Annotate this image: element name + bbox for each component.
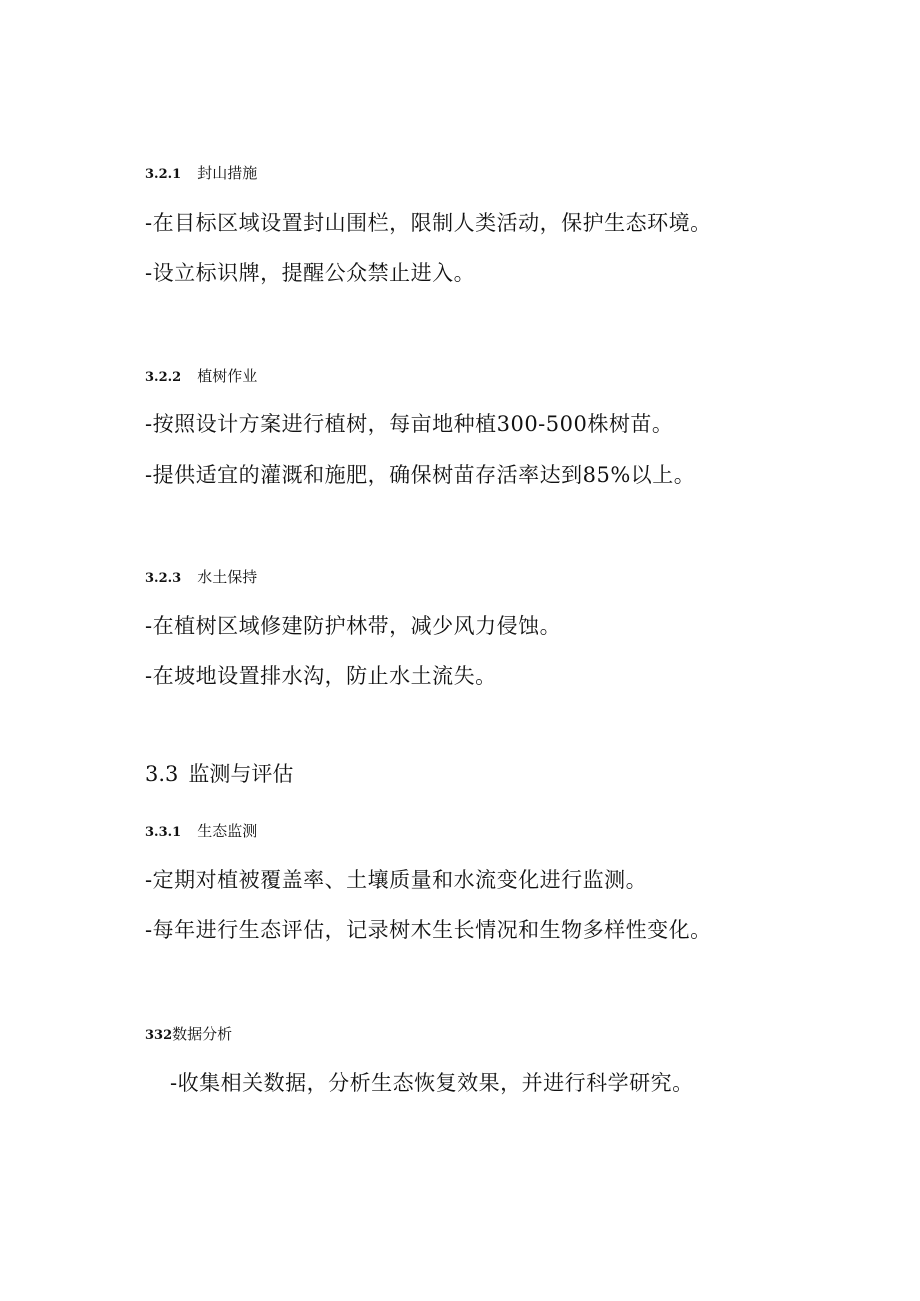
heading-title: 植树作业 <box>197 367 258 385</box>
heading-title: 数据分析 <box>172 1025 233 1043</box>
heading-title: 生态监测 <box>197 822 258 840</box>
heading-title: 水土保持 <box>197 568 258 586</box>
paragraph-line: -在坡地设置排水沟，防止水土流失。 <box>145 664 497 688</box>
heading-number: 3.3 <box>145 762 179 786</box>
heading-number: 3.3.1 <box>145 825 182 840</box>
paragraph-line: -在植树区域修建防护林带，减少风力侵蚀。 <box>145 614 562 638</box>
heading-3-3-1 <box>145 821 257 843</box>
paragraph-line: -提供适宜的灌溉和施肥，确保树苗存活率达到85%以上。 <box>145 463 696 487</box>
paragraph-line: -每年进行生态评估，记录树木生长情况和生物多样性变化。 <box>145 918 712 942</box>
heading-3-3 <box>145 760 293 788</box>
heading-3-2-2 <box>145 366 257 388</box>
paragraph-line: -定期对植被覆盖率、土壤质量和水流变化进行监测。 <box>145 868 648 892</box>
heading-3-2-3 <box>145 567 257 589</box>
heading-number: 3.2.1 <box>145 167 182 182</box>
heading-title: 封山措施 <box>197 164 258 182</box>
heading-3-3-2 <box>145 1024 232 1046</box>
heading-number: 3.2.3 <box>145 571 182 586</box>
paragraph-line: -设立标识牌，提醒公众禁止进入。 <box>145 261 476 285</box>
heading-title: 监测与评估 <box>188 762 294 786</box>
paragraph-line: -在目标区域设置封山围栏，限制人类活动，保护生态环境。 <box>145 211 712 235</box>
heading-3-2-1 <box>145 163 257 185</box>
heading-number: 332 <box>145 1028 173 1043</box>
paragraph-line: -按照设计方案进行植树，每亩地种植300-500株树苗。 <box>145 412 674 436</box>
paragraph-line: -收集相关数据，分析生态恢复效果，并进行科学研究。 <box>170 1071 694 1095</box>
heading-number: 3.2.2 <box>145 370 182 385</box>
